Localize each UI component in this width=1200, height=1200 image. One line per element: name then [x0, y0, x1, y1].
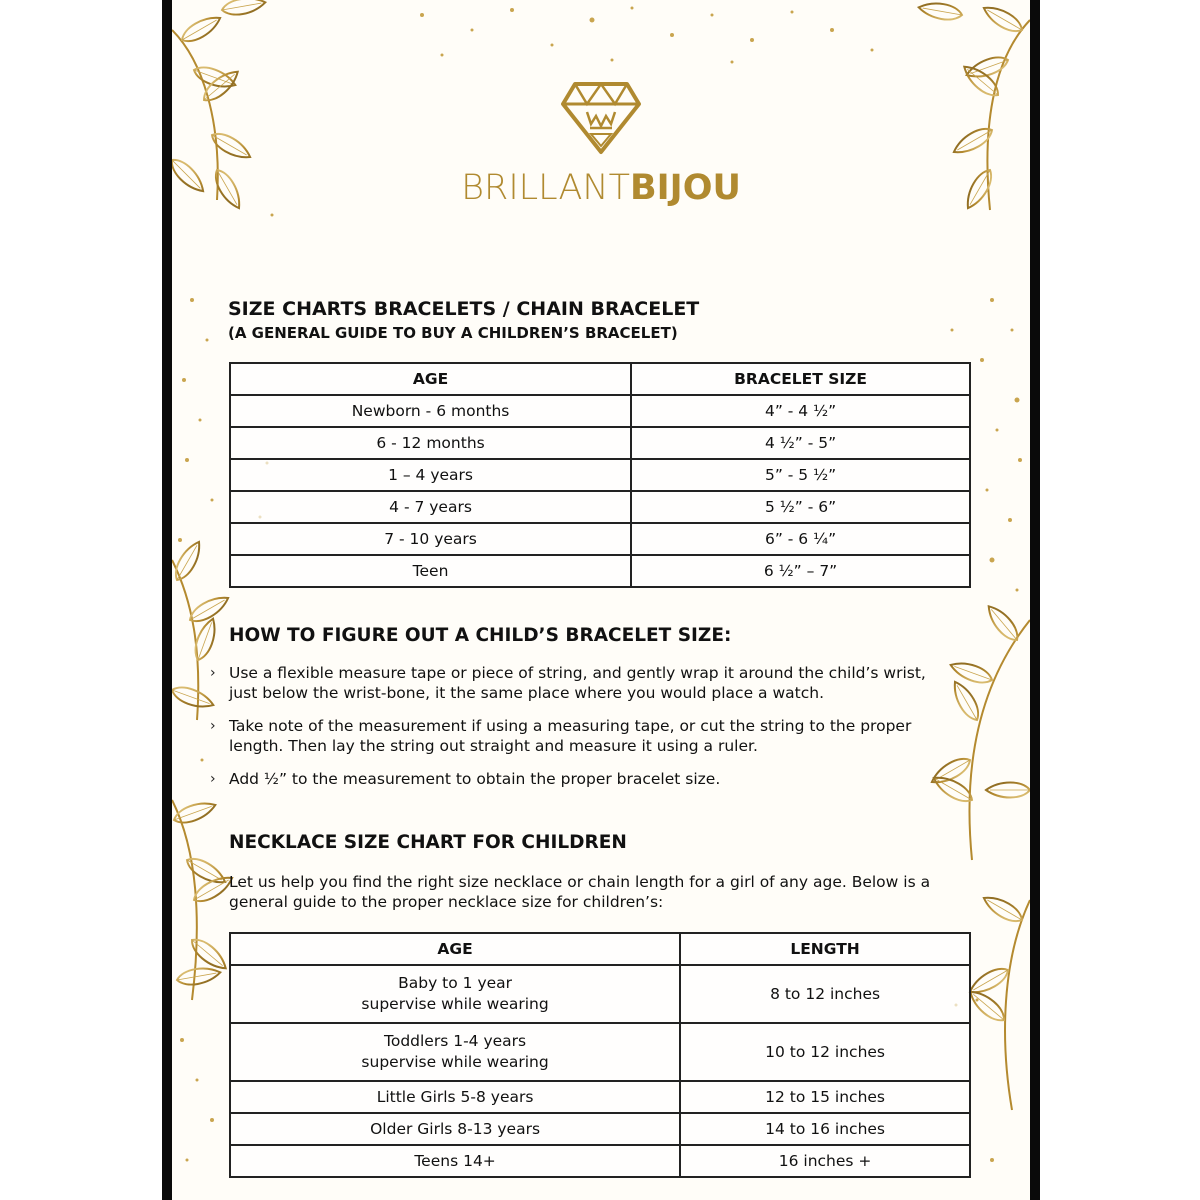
age-label: Toddlers 1-4 years — [384, 1032, 527, 1050]
bracelet-size-table — [229, 362, 971, 588]
column-header-age: AGE — [230, 933, 680, 965]
age-note: supervise while wearing — [361, 1053, 549, 1071]
table-row — [230, 1145, 970, 1177]
age-label: Baby to 1 year — [398, 974, 513, 992]
length-cell: 8 to 12 inches — [680, 965, 970, 1023]
table-row — [230, 427, 970, 459]
chevron-right-icon: › — [210, 718, 216, 734]
size-cell: 6” - 6 ¼” — [631, 523, 970, 555]
step-text: Use a flexible measure tape or piece of string, and gently wrap it around the child’s wrist, just below the wrist-bone, it the same place where you would place a watch. — [229, 664, 926, 702]
table-row — [230, 1023, 970, 1081]
list-item — [210, 717, 950, 756]
table-row — [230, 1113, 970, 1145]
necklace-intro: Let us help you find the right size necklace or chain length for a girl of any age. Below is a general guide to the proper necklace size for children’s: — [229, 873, 931, 911]
age-cell: Little Girls 5-8 years — [230, 1081, 680, 1113]
brand-name-bold: BIJOU — [629, 168, 741, 208]
right-frame-bar — [1030, 0, 1040, 1200]
length-cell: 12 to 15 inches — [680, 1081, 970, 1113]
table-row — [230, 395, 970, 427]
size-cell: 4 ½” - 5” — [631, 427, 970, 459]
chevron-right-icon: › — [210, 771, 216, 787]
age-cell: Teen — [230, 555, 631, 587]
brand-name-light: BRILLANT — [461, 168, 630, 208]
table-row — [230, 459, 970, 491]
age-cell: Newborn - 6 months — [230, 395, 631, 427]
column-header-length: LENGTH — [680, 933, 970, 965]
table-header-row — [230, 363, 970, 395]
column-header-age: AGE — [230, 363, 631, 395]
table-header-row — [230, 933, 970, 965]
size-guide-sheet — [172, 0, 1030, 1200]
step-text: Add ½” to the measurement to obtain the proper bracelet size. — [229, 770, 721, 788]
size-cell: 5” - 5 ½” — [631, 459, 970, 491]
step-text: Take note of the measurement if using a measuring tape, or cut the string to the proper length. Then lay the string out straight and measure it using a ruler. — [229, 717, 912, 755]
bracelet-chart-subtitle: (A GENERAL GUIDE TO BUY A CHILDREN’S BRACELET) — [228, 324, 678, 342]
table-row — [230, 965, 970, 1023]
age-cell — [230, 965, 680, 1023]
left-frame-bar — [162, 0, 172, 1200]
size-cell: 6 ½” – 7” — [631, 555, 970, 587]
age-cell: 7 - 10 years — [230, 523, 631, 555]
age-cell: Older Girls 8-13 years — [230, 1113, 680, 1145]
size-cell: 4” - 4 ½” — [631, 395, 970, 427]
length-cell: 14 to 16 inches — [680, 1113, 970, 1145]
age-note: supervise while wearing — [361, 995, 549, 1013]
length-cell: 10 to 12 inches — [680, 1023, 970, 1081]
column-header-bracelet-size: BRACELET SIZE — [631, 363, 970, 395]
content-area — [172, 0, 1030, 1200]
length-cell: 16 inches + — [680, 1145, 970, 1177]
age-cell — [230, 1023, 680, 1081]
howto-title: HOW TO FIGURE OUT A CHILD’S BRACELET SIZE: — [229, 625, 732, 646]
bracelet-chart-title: SIZE CHARTS BRACELETS / CHAIN BRACELET — [228, 298, 700, 320]
table-row — [230, 1081, 970, 1113]
howto-steps-list — [210, 664, 950, 804]
chevron-right-icon: › — [210, 665, 216, 681]
table-row — [230, 491, 970, 523]
age-cell: 1 – 4 years — [230, 459, 631, 491]
age-cell: Teens 14+ — [230, 1145, 680, 1177]
size-cell: 5 ½” - 6” — [631, 491, 970, 523]
table-row — [230, 555, 970, 587]
table-row — [230, 523, 970, 555]
necklace-chart-title: NECKLACE SIZE CHART FOR CHILDREN — [229, 832, 627, 853]
list-item — [210, 770, 950, 790]
necklace-size-table — [229, 932, 971, 1178]
age-cell: 6 - 12 months — [230, 427, 631, 459]
list-item — [210, 664, 950, 703]
age-cell: 4 - 7 years — [230, 491, 631, 523]
